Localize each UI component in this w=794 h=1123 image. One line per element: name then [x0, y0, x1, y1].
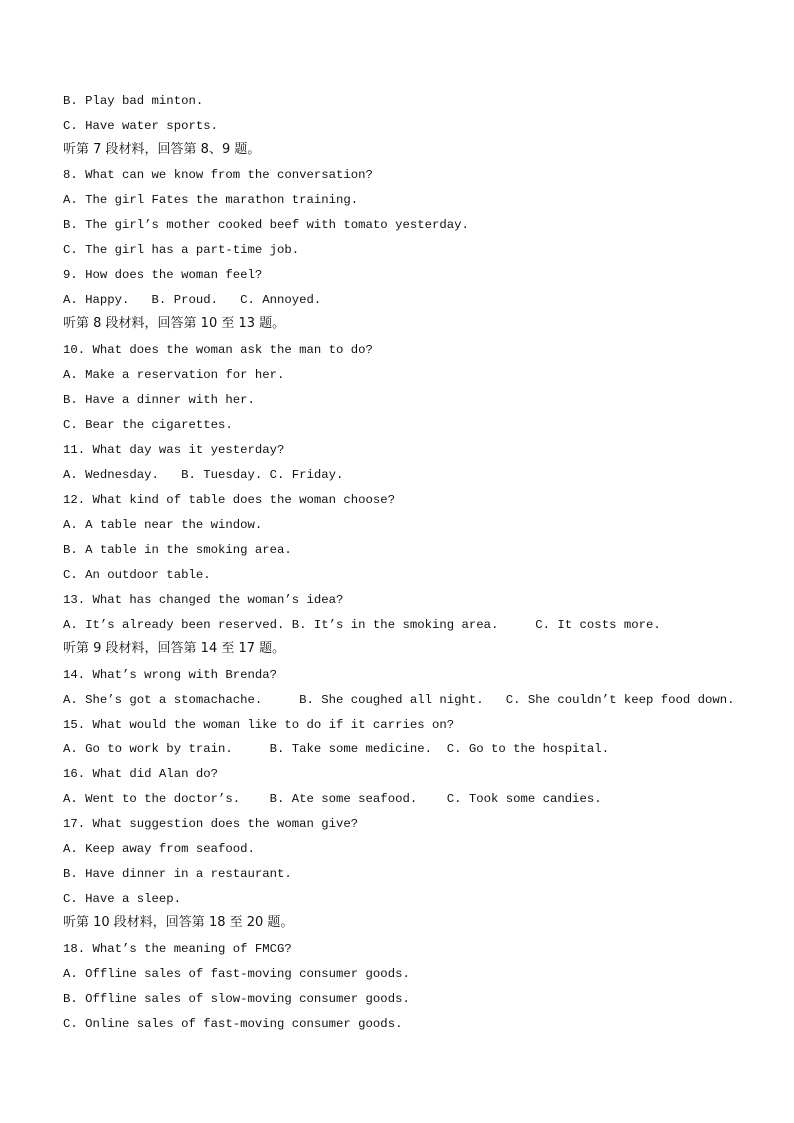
question-line: 8. What can we know from the conversation?	[63, 168, 373, 182]
option-line: A. She’s got a stomachache. B. She coughed all night. C. She couldn’t keep food down.	[63, 693, 735, 707]
question-line: 9. How does the woman feel?	[63, 268, 263, 282]
option-line: A. Went to the doctor’s. B. Ate some seafood. C. Took some candies.	[63, 792, 602, 806]
question-line: 15. What would the woman like to do if it carries on?	[63, 718, 455, 732]
section-instruction: 听第 9 段材料，回答第 14 至 17 题。	[63, 641, 286, 656]
option-line: C. Have a sleep.	[63, 892, 182, 906]
question-line: 16. What did Alan do?	[63, 767, 218, 781]
option-line: C. An outdoor table.	[63, 568, 211, 582]
option-line: B. The girl’s mother cooked beef with tomato yesterday.	[63, 218, 469, 232]
option-line: C. Bear the cigarettes.	[63, 418, 233, 432]
option-line: C. The girl has a part-time job.	[63, 243, 300, 257]
option-line: A. Wednesday. B. Tuesday. C. Friday.	[63, 468, 344, 482]
question-line: 17. What suggestion does the woman give?	[63, 817, 359, 831]
option-line: C. Online sales of fast-moving consumer goods.	[63, 1017, 403, 1031]
option-line: A. Make a reservation for her.	[63, 368, 285, 382]
question-line: 18. What’s the meaning of FMCG?	[63, 942, 292, 956]
option-line: A. Offline sales of fast-moving consumer goods.	[63, 967, 410, 981]
option-line: A. Go to work by train. B. Take some medicine. C. Go to the hospital.	[63, 742, 610, 756]
option-line: A. It’s already been reserved. B. It’s in the smoking area. C. It costs more.	[63, 618, 661, 632]
option-line: A. A table near the window.	[63, 518, 263, 532]
option-line: B. Offline sales of slow-moving consumer goods.	[63, 992, 410, 1006]
section-instruction: 听第 8 段材料，回答第 10 至 13 题。	[63, 316, 286, 331]
option-line: A. Keep away from seafood.	[63, 842, 255, 856]
question-line: 14. What’s wrong with Brenda?	[63, 668, 278, 682]
question-line: 13. What has changed the woman’s idea?	[63, 593, 344, 607]
section-instruction: 听第 7 段材料，回答第 8、9 题。	[63, 142, 261, 157]
option-line: B. A table in the smoking area.	[63, 543, 292, 557]
question-line: 12. What kind of table does the woman choose?	[63, 493, 396, 507]
section-instruction: 听第 10 段材料，回答第 18 至 20 题。	[63, 915, 294, 930]
option-line: B. Have dinner in a restaurant.	[63, 867, 292, 881]
option-line: B. Have a dinner with her.	[63, 393, 255, 407]
option-line: A. The girl Fates the marathon training.	[63, 193, 359, 207]
option-line: C. Have water sports.	[63, 119, 218, 133]
option-line: B. Play bad minton.	[63, 94, 204, 108]
question-line: 11. What day was it yesterday?	[63, 443, 285, 457]
option-line: A. Happy. B. Proud. C. Annoyed.	[63, 293, 322, 307]
question-line: 10. What does the woman ask the man to do?	[63, 343, 373, 357]
